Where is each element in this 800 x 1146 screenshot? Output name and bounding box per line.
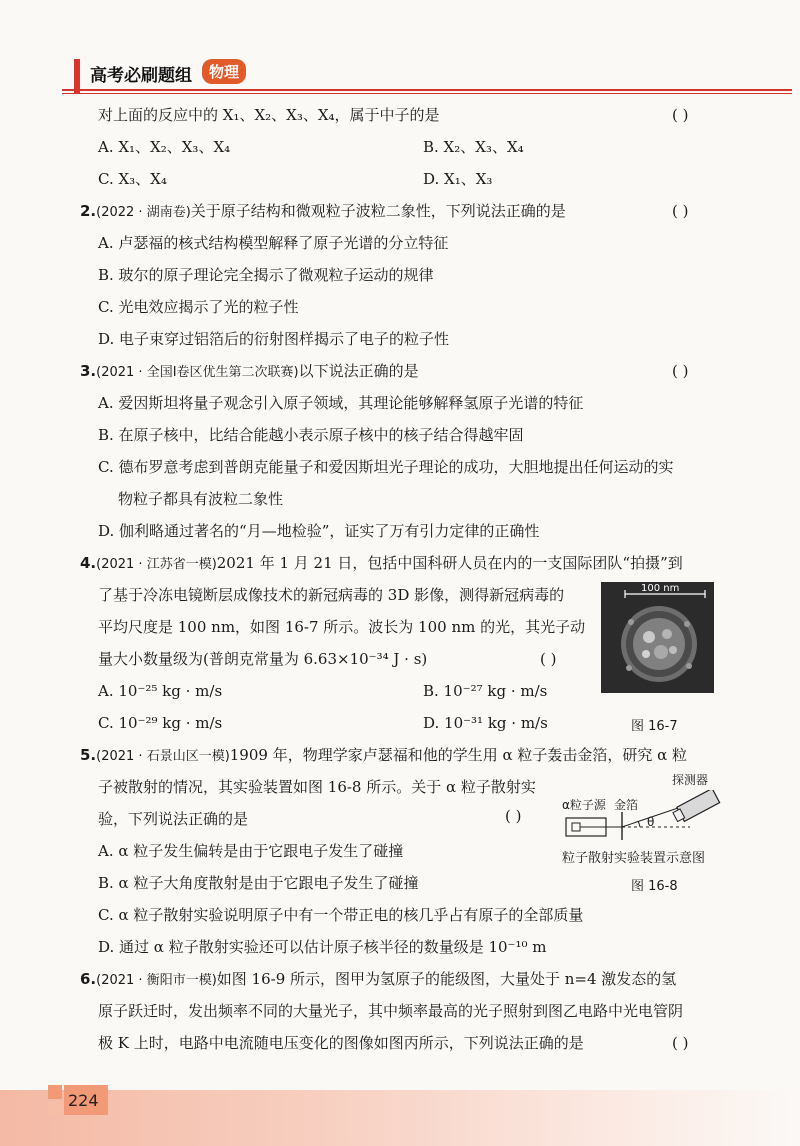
q5-option-d: D. 通过 α 粒子散射实验还可以估计原子核半径的数量级是 10⁻¹⁰ m bbox=[98, 938, 547, 956]
q5-number: 5. bbox=[80, 746, 97, 764]
q3-option-a: A. 爱因斯坦将量子观念引入原子领域，其理论能够解释氢原子光谱的特征 bbox=[98, 394, 584, 412]
q3-option-c-cont: 物粒子都具有波粒二象性 bbox=[118, 490, 284, 508]
q4-text-3: 平均尺度是 100 nm，如图 16-7 所示。波长为 100 nm 的光，其光子动 bbox=[98, 618, 586, 636]
q5-answer-paren: ( ) bbox=[505, 807, 522, 825]
q4-text-2: 了基于冷冻电镜断层成像技术的新冠病毒的 3D 影像，测得新冠病毒的 bbox=[98, 586, 565, 604]
q3-option-c: C. 德布罗意考虑到普朗克能量子和爱因斯坦光子理论的成功，大胆地提出任何运动的实 bbox=[98, 458, 674, 476]
footer-decor-square-light bbox=[48, 1101, 62, 1115]
q1-option-c: C. X₃、X₄ bbox=[98, 170, 167, 188]
scattering-diagram-title: 粒子散射实验装置示意图 bbox=[562, 851, 706, 866]
q6-source: (2021 · 衡阳市一模) bbox=[96, 973, 217, 988]
q4-option-c: C. 10⁻²⁹ kg · m/s bbox=[98, 714, 223, 732]
book-title: 高考必刷题组 bbox=[90, 66, 192, 86]
figure-16-7-caption: 图 16-7 bbox=[631, 719, 678, 734]
header-rule-thin bbox=[62, 93, 792, 94]
theta-label: θ bbox=[647, 815, 655, 829]
q5-stem bbox=[80, 745, 687, 767]
q2-number: 2. bbox=[80, 202, 97, 220]
q6-number: 6. bbox=[80, 970, 97, 988]
q4-text-4: 量大小数量级为(普朗克常量为 6.63×10⁻³⁴ J · s) bbox=[98, 650, 428, 668]
gold-foil-label: 金箔 bbox=[614, 798, 639, 812]
figure-16-8-caption: 图 16-8 bbox=[631, 879, 678, 894]
q4-stem bbox=[80, 553, 683, 575]
q5-text-2: 子被散射的情况，其实验装置如图 16-8 所示。关于 α 粒子散射实 bbox=[98, 778, 536, 796]
q3-text: 以下说法正确的是 bbox=[298, 362, 419, 380]
q2-option-c: C. 光电效应揭示了光的粒子性 bbox=[98, 298, 299, 316]
q6-text-1: 如图 16-9 所示，图甲为氢原子的能级图，大量处于 n=4 激发态的氢 bbox=[216, 970, 677, 988]
subject-badge: 物理 bbox=[202, 59, 246, 84]
q5-text-3: 验，下列说法正确的是 bbox=[98, 810, 249, 828]
q6-text-3: 极 K 上时，电路中电流随电压变化的图像如图丙所示，下列说法正确的是 bbox=[98, 1034, 584, 1052]
virus-micrograph-drawing bbox=[601, 582, 714, 693]
q4-text-1: 2021 年 1 月 21 日，包括中国科研人员在内的一支国际团队“拍摄”到 bbox=[216, 554, 683, 572]
q1-option-b: B. X₂、X₃、X₄ bbox=[423, 138, 524, 156]
detector-label: 探测器 bbox=[672, 773, 709, 787]
q1-option-d: D. X₁、X₃ bbox=[423, 170, 493, 188]
q2-option-d: D. 电子束穿过铝箔后的衍射图样揭示了电子的粒子性 bbox=[98, 330, 450, 348]
q2-stem bbox=[80, 201, 566, 223]
header-accent-bar bbox=[74, 59, 80, 93]
q4-number: 4. bbox=[80, 554, 97, 572]
q3-answer-paren: ( ) bbox=[672, 362, 689, 380]
q3-option-b: B. 在原子核中，比结合能越小表示原子核中的核子结合得越牢固 bbox=[98, 426, 524, 444]
q3-option-d: D. 伽利略通过著名的“月—地检验”，证实了万有引力定律的正确性 bbox=[98, 522, 540, 540]
alpha-source-label: α粒子源 bbox=[562, 798, 606, 812]
q2-option-a: A. 卢瑟福的核式结构模型解释了原子光谱的分立特征 bbox=[98, 234, 449, 252]
q1-option-a: A. X₁、X₂、X₃、X₄ bbox=[98, 138, 231, 156]
footer-decor-square bbox=[48, 1085, 62, 1099]
q3-stem bbox=[80, 361, 419, 383]
virus-micrograph bbox=[601, 582, 714, 693]
q6-answer-paren: ( ) bbox=[672, 1034, 689, 1052]
q5-text-1: 1909 年，物理学家卢瑟福和他的学生用 α 粒子轰击金箔，研究 α 粒 bbox=[229, 746, 688, 764]
header-rule bbox=[62, 89, 792, 91]
footer-band bbox=[0, 1090, 800, 1146]
q6-text-2: 原子跃迁时，发出频率不同的大量光子，其中频率最高的光子照射到图乙电路中光电管阴 bbox=[98, 1002, 684, 1020]
page-number: 224 bbox=[68, 1091, 99, 1110]
q1-answer-paren: ( ) bbox=[672, 106, 689, 124]
q4-answer-paren: ( ) bbox=[540, 650, 557, 668]
q2-answer-paren: ( ) bbox=[672, 202, 689, 220]
q4-source: (2021 · 江苏省一模) bbox=[96, 557, 217, 572]
q2-option-b: B. 玻尔的原子理论完全揭示了微观粒子运动的规律 bbox=[98, 266, 434, 284]
q2-source: (2022 · 湖南卷) bbox=[96, 205, 191, 220]
page-header bbox=[62, 55, 792, 95]
scale-bar-label: 100 nm bbox=[641, 583, 680, 594]
q3-number: 3. bbox=[80, 362, 97, 380]
q5-option-b: B. α 粒子大角度散射是由于它跟电子发生了碰撞 bbox=[98, 874, 419, 892]
q6-stem bbox=[80, 969, 676, 991]
q1-stem: 对上面的反应中的 X₁、X₂、X₃、X₄，属于中子的是 bbox=[98, 106, 440, 124]
q3-source: (2021 · 全国Ⅰ卷区优生第二次联赛) bbox=[96, 365, 299, 380]
q4-option-d: D. 10⁻³¹ kg · m/s bbox=[423, 714, 548, 732]
q4-option-a: A. 10⁻²⁵ kg · m/s bbox=[98, 682, 223, 700]
q5-option-c: C. α 粒子散射实验说明原子中有一个带正电的核几乎占有原子的全部质量 bbox=[98, 906, 584, 924]
q5-option-a: A. α 粒子发生偏转是由于它跟电子发生了碰撞 bbox=[98, 842, 404, 860]
q4-option-b: B. 10⁻²⁷ kg · m/s bbox=[423, 682, 548, 700]
q2-text: 关于原子结构和微观粒子波粒二象性，下列说法正确的是 bbox=[190, 202, 566, 220]
q5-source: (2021 · 石景山区一模) bbox=[96, 749, 230, 764]
